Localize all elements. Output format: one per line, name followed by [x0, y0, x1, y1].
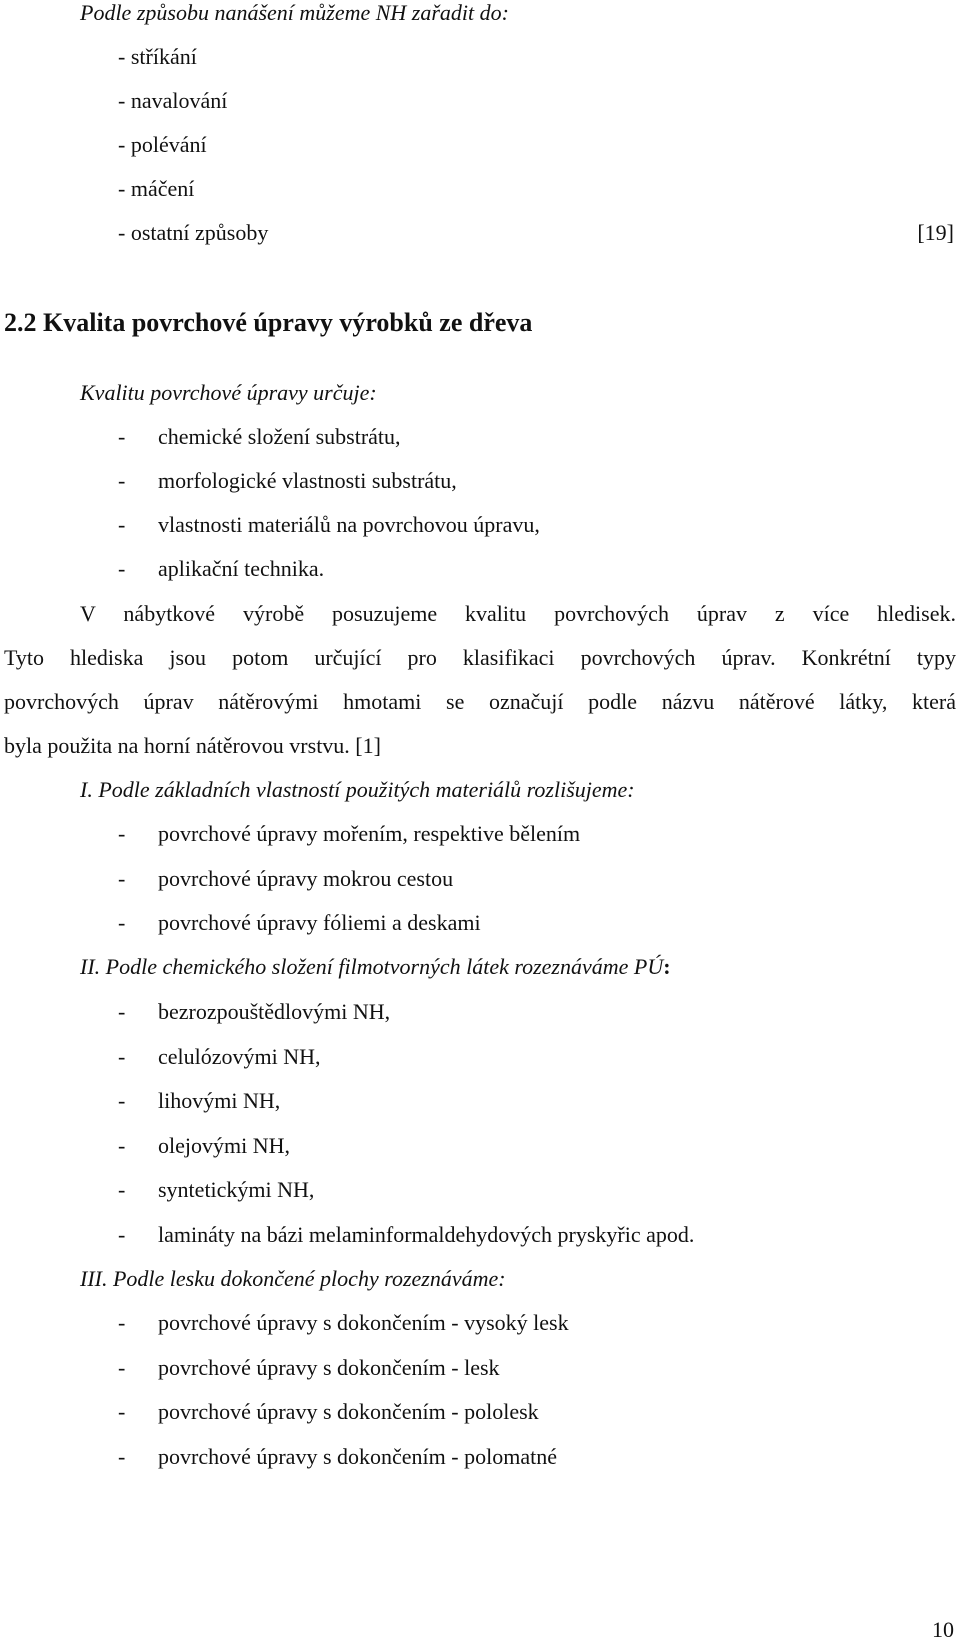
heading-colon: : — [663, 954, 671, 979]
list-item-text: povrchové úpravy s dokončením - polomatné — [158, 1444, 557, 1469]
list-item-text: povrchové úpravy s dokončením - pololesk — [158, 1399, 539, 1424]
list-item-text: povrchové úpravy mokrou cestou — [158, 866, 454, 891]
list-item-text: syntetickými NH, — [158, 1177, 315, 1202]
group-iii-heading — [80, 1266, 506, 1292]
page-number: 10 — [932, 1617, 954, 1642]
list-item-text: polévání — [130, 132, 207, 157]
roman-numeral: I. — [80, 777, 93, 802]
list-item — [118, 512, 540, 538]
group-heading-text: Podle chemického složení filmotvorných látek rozeznáváme PÚ — [105, 954, 664, 979]
list-item-text: stříkání — [130, 44, 197, 69]
dash: - — [118, 1133, 126, 1158]
dash: - — [118, 1177, 126, 1202]
list-item-text: povrchové úpravy mořením, respektive bělením — [158, 821, 581, 846]
list-item — [118, 1310, 569, 1336]
group-heading-text: Podle základních vlastností použitých materiálů rozlišujeme: — [98, 777, 635, 802]
list-item-text: olejovými NH, — [158, 1133, 290, 1158]
list-item-text: aplikační technika. — [158, 556, 325, 581]
list-item — [118, 1399, 539, 1425]
list-item — [118, 424, 401, 450]
list-item — [118, 1355, 500, 1381]
dash: - — [118, 1399, 126, 1424]
intro-heading: Podle způsobu nanášení můžeme NH zařadit do: — [80, 0, 509, 25]
list-item — [118, 1044, 321, 1070]
list-item — [118, 821, 581, 847]
list-item — [118, 910, 481, 936]
dash: - — [118, 999, 126, 1024]
dash: - — [118, 176, 126, 201]
group-i-heading — [80, 777, 635, 803]
list-item-text: chemické složení substrátu, — [158, 424, 401, 449]
dash: - — [118, 1222, 126, 1247]
paragraph-line: Tyto hlediska jsou potom určující pro klasifikaci povrchových úprav. Konkrétní typy — [4, 645, 956, 670]
list-item-text: navalování — [130, 88, 228, 113]
roman-numeral: II. — [80, 954, 101, 979]
list-item-text: vlastnosti materiálů na povrchovou úpravu, — [158, 512, 540, 537]
paragraph-line: V nábytkové výrobě posuzujeme kvalitu povrchových úprav z více hledisek. — [80, 601, 956, 626]
dash: - — [118, 468, 126, 493]
list-item — [118, 866, 454, 892]
list-item — [118, 1133, 290, 1159]
list-item — [118, 132, 207, 158]
citation-ref: [19] — [917, 220, 954, 245]
list-item — [118, 1088, 281, 1114]
dash: - — [118, 1310, 126, 1335]
list-item — [118, 220, 268, 246]
list-item — [118, 44, 197, 70]
list-item-text: lamináty na bázi melaminformaldehydových pryskyřic apod. — [158, 1222, 695, 1247]
list-item — [118, 556, 325, 582]
dash: - — [118, 910, 126, 935]
dash: - — [118, 1444, 126, 1469]
list-item — [118, 176, 194, 202]
group-ii-heading — [80, 954, 671, 980]
list-item-text: ostatní způsoby — [130, 220, 269, 245]
dash: - — [118, 44, 126, 69]
dash: - — [118, 88, 126, 113]
dash: - — [118, 556, 126, 581]
dash: - — [118, 424, 126, 449]
paragraph-line: povrchových úprav nátěrovými hmotami se označují podle názvu nátěrové látky, která — [4, 689, 956, 714]
dash: - — [118, 1044, 126, 1069]
roman-numeral: III. — [80, 1266, 108, 1291]
dash: - — [118, 1355, 126, 1380]
list-item — [118, 1222, 695, 1248]
list-item-text: povrchové úpravy fóliemi a deskami — [158, 910, 481, 935]
paragraph-line: byla použita na horní nátěrovou vrstvu. [1] — [4, 733, 381, 758]
dash: - — [118, 132, 126, 157]
list-item-text: máčení — [130, 176, 195, 201]
dash: - — [118, 1088, 126, 1113]
list-item — [118, 999, 391, 1025]
list-item — [118, 468, 457, 494]
list-item-text: bezrozpouštědlovými NH, — [158, 999, 391, 1024]
list-item-text: morfologické vlastnosti substrátu, — [158, 468, 457, 493]
list-item-text: povrchové úpravy s dokončením - lesk — [158, 1355, 500, 1380]
list-item-text: lihovými NH, — [158, 1088, 281, 1113]
section-title: 2.2 Kvalita povrchové úpravy výrobků ze dřeva — [4, 308, 533, 337]
dash: - — [118, 220, 126, 245]
list-item — [118, 1177, 315, 1203]
dash: - — [118, 866, 126, 891]
dash: - — [118, 821, 126, 846]
list-item — [118, 88, 227, 114]
dash: - — [118, 512, 126, 537]
group-heading-text: Podle lesku dokončené plochy rozeznáváme: — [112, 1266, 506, 1291]
list-item — [118, 1444, 557, 1470]
list-item-text: povrchové úpravy s dokončením - vysoký lesk — [158, 1310, 569, 1335]
list-item-text: celulózovými NH, — [158, 1044, 321, 1069]
quality-heading: Kvalitu povrchové úpravy určuje: — [80, 380, 377, 405]
